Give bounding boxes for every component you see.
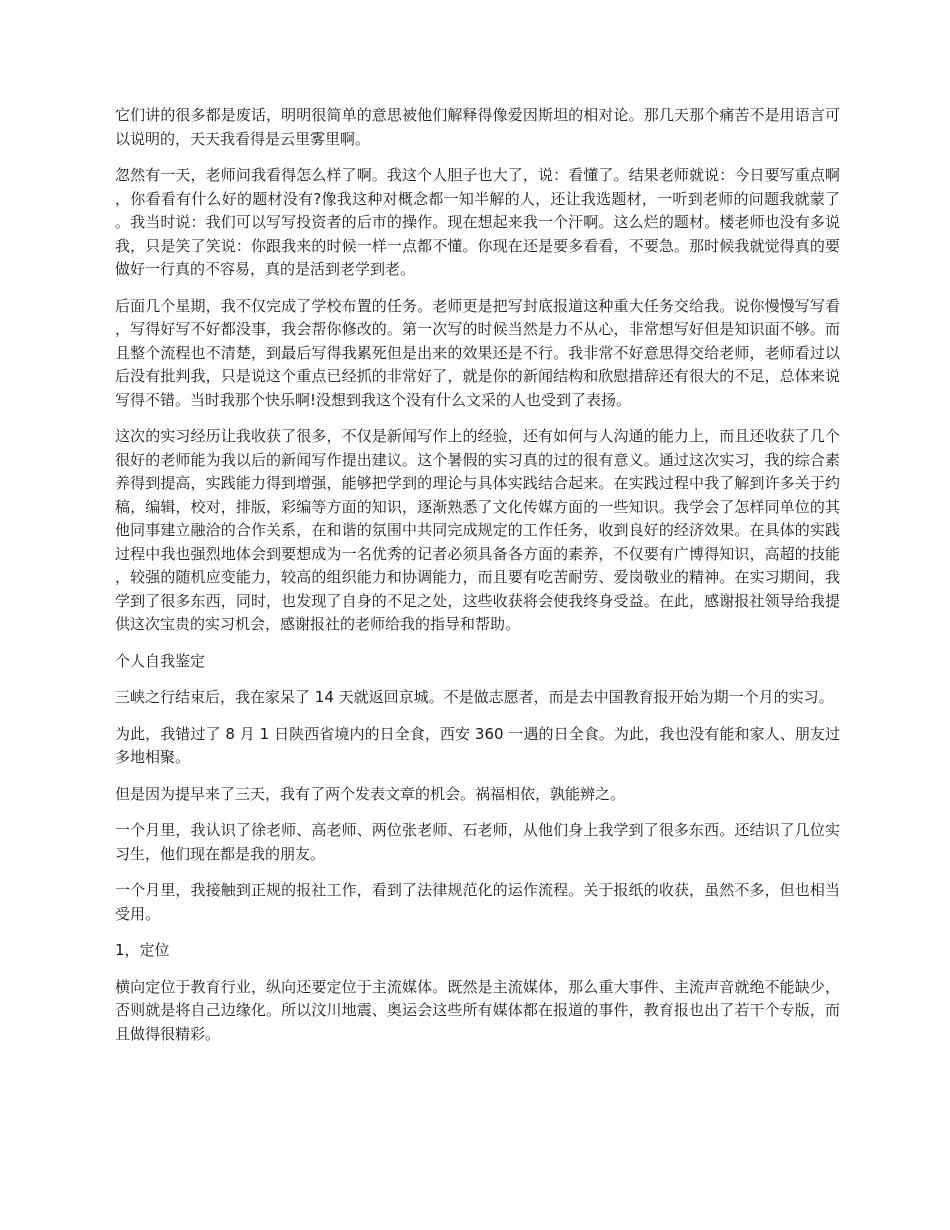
paragraph: 横向定位于教育行业，纵向还要定位于主流媒体。既然是主流媒体，那么重大事件、主流声音就绝不能缺少，否则就是将自己边缘化。所以汶川地震、奥运会这些所有媒体都在报道的事件，教育报也出了若干个专版，而且做得很精彩。 — [115, 977, 840, 1043]
list-heading: 1，定位 — [115, 941, 170, 959]
paragraph: 它们讲的很多都是废话，明明很简单的意思被他们解释得像爱因斯坦的相对论。那几天那个痛苦不是用语言可以说明的，天天我看得是云里雾里啊。 — [115, 106, 840, 148]
paragraph: 一个月里，我认识了徐老师、高老师、两位张老师、石老师，从他们身上我学到了很多东西。还结识了几位实习生，他们现在都是我的朋友。 — [115, 821, 840, 863]
paragraph: 三峡之行结束后，我在家呆了 14 天就返回京城。不是做志愿者，而是去中国教育报开始为期一个月的实习。 — [115, 688, 834, 706]
paragraph: 后面几个星期，我不仅完成了学校布置的任务。老师更是把写封底报道这种重大任务交给我。说你慢慢写写看，写得好写不好都没事，我会帮你修改的。第一次写的时候当然是力不从心，非常想写好但是知识面不够。而且整个流程也不清楚，到最后写得我累死但是出来的效果还是不行。我非常不好意思得交给老师，老师看过以后没有批判我，只是说这个重点已经抓的非常好了，就是你的新闻结构和欣慰措辞还有很大的不足，总体来说写得不错。当时我那个快乐啊!没想到我这个没有什么文采的人也受到了表扬。 — [115, 296, 840, 409]
paragraph: 这次的实习经历让我收获了很多，不仅是新闻写作上的经验，还有如何与人沟通的能力上，而且还收获了几个很好的老师能为我以后的新闻写作提出建议。这个暑假的实习真的过的很有意义。通过这次实习，我的综合素养得到提高，实践能力得到增强，能够把学到的理论与具体实践结合起来。在实践过程中我了解到许多关于约稿，编辑，校对，排版，彩编等方面的知识，逐渐熟悉了文化传媒方面的一些知识。我学会了怎样同单位的其他同事建立融洽的合作关系，在和谐的氛围中共同完成规定的工作任务，收到良好的经济效果。在具体的实践过程中我也强烈地体会到要想成为一名优秀的记者必须具备各方面的素养，不仅要有广博得知识，高超的技能，较强的随机应变能力，较高的组织能力和协调能力，而且要有吃苦耐劳、爱岗敬业的精神。在实习期间，我学到了很多东西，同时，也发现了自身的不足之处，这些收获将会使我终身受益。在此，感谢报社领导给我提供这次宝贵的实习机会，感谢报社的老师给我的指导和帮助。 — [115, 427, 840, 633]
section-heading: 个人自我鉴定 — [115, 651, 206, 670]
paragraph: 但是因为提早来了三天，我有了两个发表文章的机会。祸福相依，孰能辨之。 — [115, 784, 626, 803]
document-body — [115, 104, 840, 1059]
paragraph: 为此，我错过了 8 月 1 日陕西省境内的日全食，西安 360 一遇的日全食。为此，我也没有能和家人、朋友过多地相聚。 — [115, 724, 840, 766]
paragraph: 忽然有一天，老师问我看得怎么样了啊。我这个人胆子也大了，说：看懂了。结果老师就说：今日要写重点啊，你看看有什么好的题材没有?像我这种对概念都一知半解的人，还让我选题材，一听到老师的问题我就蒙了。我当时说：我们可以写写投资者的后市的操作。现在想起来我一个汗啊。这么烂的题材。楼老师也没有多说我，只是笑了笑说：你跟我来的时候一样一点都不懂。你现在还是要多看看，不要急。那时候我就觉得真的要做好一行真的不容易，真的是活到老学到老。 — [115, 166, 840, 278]
paragraph: 一个月里，我接触到正规的报社工作，看到了法律规范化的运作流程。关于报纸的收获，虽然不多，但也相当受用。 — [115, 881, 840, 923]
